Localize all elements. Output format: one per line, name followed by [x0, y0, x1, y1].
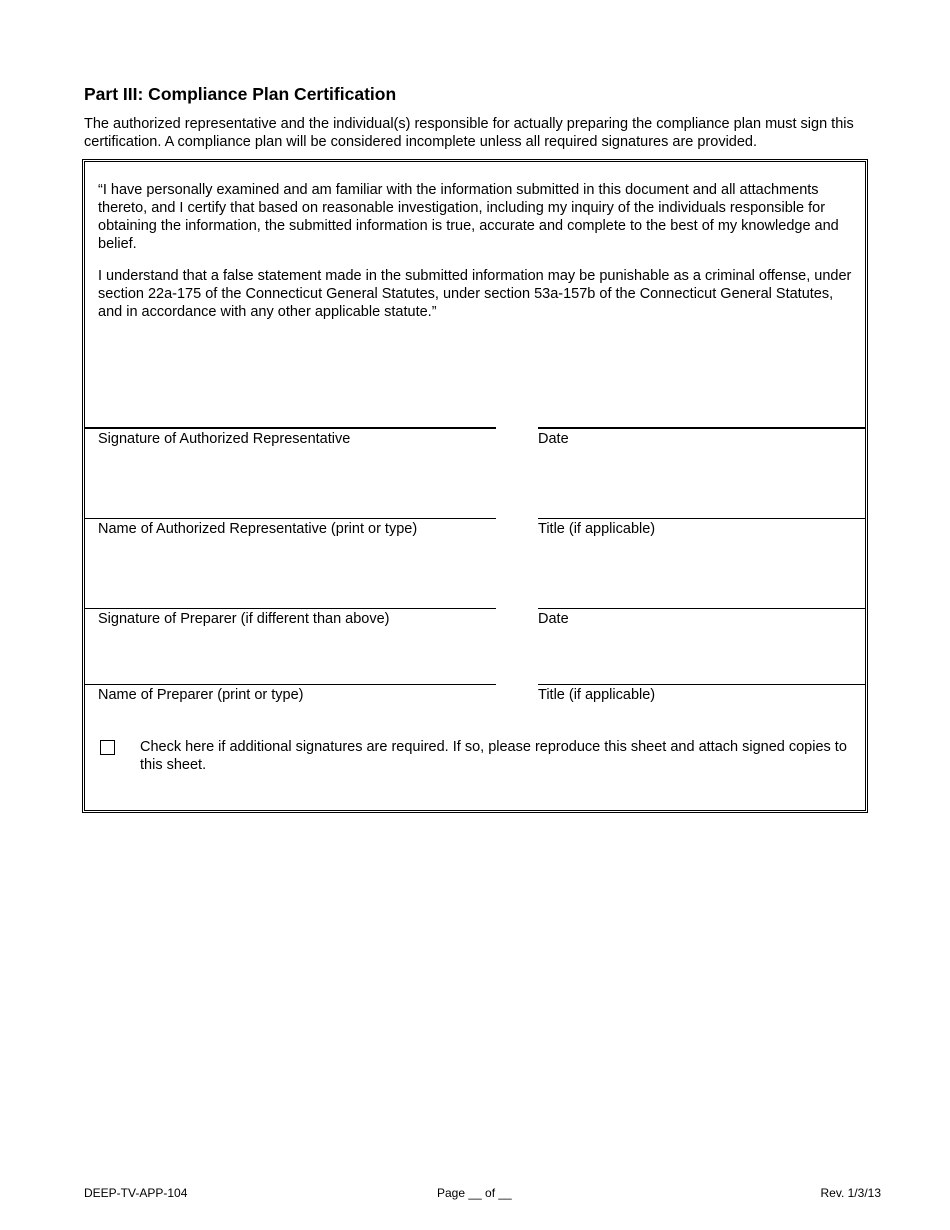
revision-date: Rev. 1/3/13 — [820, 1186, 881, 1200]
title-authorized-rep-label: Title (if applicable) — [538, 521, 656, 537]
false-statement-warning: I understand that a false statement made in the submitted information may be punishable as a criminal offense, under section 22a-175 of the Connecticut General Statutes, under section 53a-157b of the Connecticut General Statutes, and in accordance with any other applicable statute.” — [98, 268, 852, 320]
title-line-authorized-rep[interactable] — [538, 518, 865, 519]
date-authorized-rep-label: Date — [538, 431, 569, 447]
section-heading: Part III: Compliance Plan Certification — [84, 84, 397, 104]
additional-signatures-label: Check here if additional signatures are required. If so, please reproduce this sheet and attach signed copies to this sheet. — [140, 739, 847, 773]
signature-authorized-rep-label: Signature of Authorized Representative — [98, 431, 351, 447]
signature-preparer-label: Signature of Preparer (if different than above) — [98, 611, 390, 627]
name-line-authorized-rep[interactable] — [85, 518, 496, 519]
additional-signatures-checkbox[interactable] — [100, 740, 115, 755]
form-id: DEEP-TV-APP-104 — [84, 1186, 188, 1200]
title-preparer-label: Title (if applicable) — [538, 687, 656, 703]
signature-line-preparer[interactable] — [85, 608, 496, 609]
intro-text: The authorized representative and the individual(s) responsible for actually preparing the compliance plan must sign this certification. A compliance plan will be considered incomplete unless all required signatures are provided. — [84, 116, 854, 150]
name-authorized-rep-label: Name of Authorized Representative (print or type) — [98, 521, 418, 537]
date-line-authorized-rep[interactable] — [538, 427, 865, 429]
date-preparer-label: Date — [538, 611, 569, 627]
title-line-preparer[interactable] — [538, 684, 865, 685]
name-line-preparer[interactable] — [85, 684, 496, 685]
name-preparer-label: Name of Preparer (print or type) — [98, 687, 304, 703]
certification-statement: “I have personally examined and am familiar with the information submitted in this document and all attachments thereto, and I certify that based on reasonable investigation, including my inquiry of the individuals responsible for obtaining the information, the submitted information is true, accurate and complete to the best of my knowledge and belief. — [98, 182, 839, 252]
date-line-preparer[interactable] — [538, 608, 865, 609]
signature-line-authorized-rep[interactable] — [85, 427, 496, 429]
certification-box — [82, 159, 868, 813]
page-number: Page __ of __ — [437, 1186, 512, 1200]
